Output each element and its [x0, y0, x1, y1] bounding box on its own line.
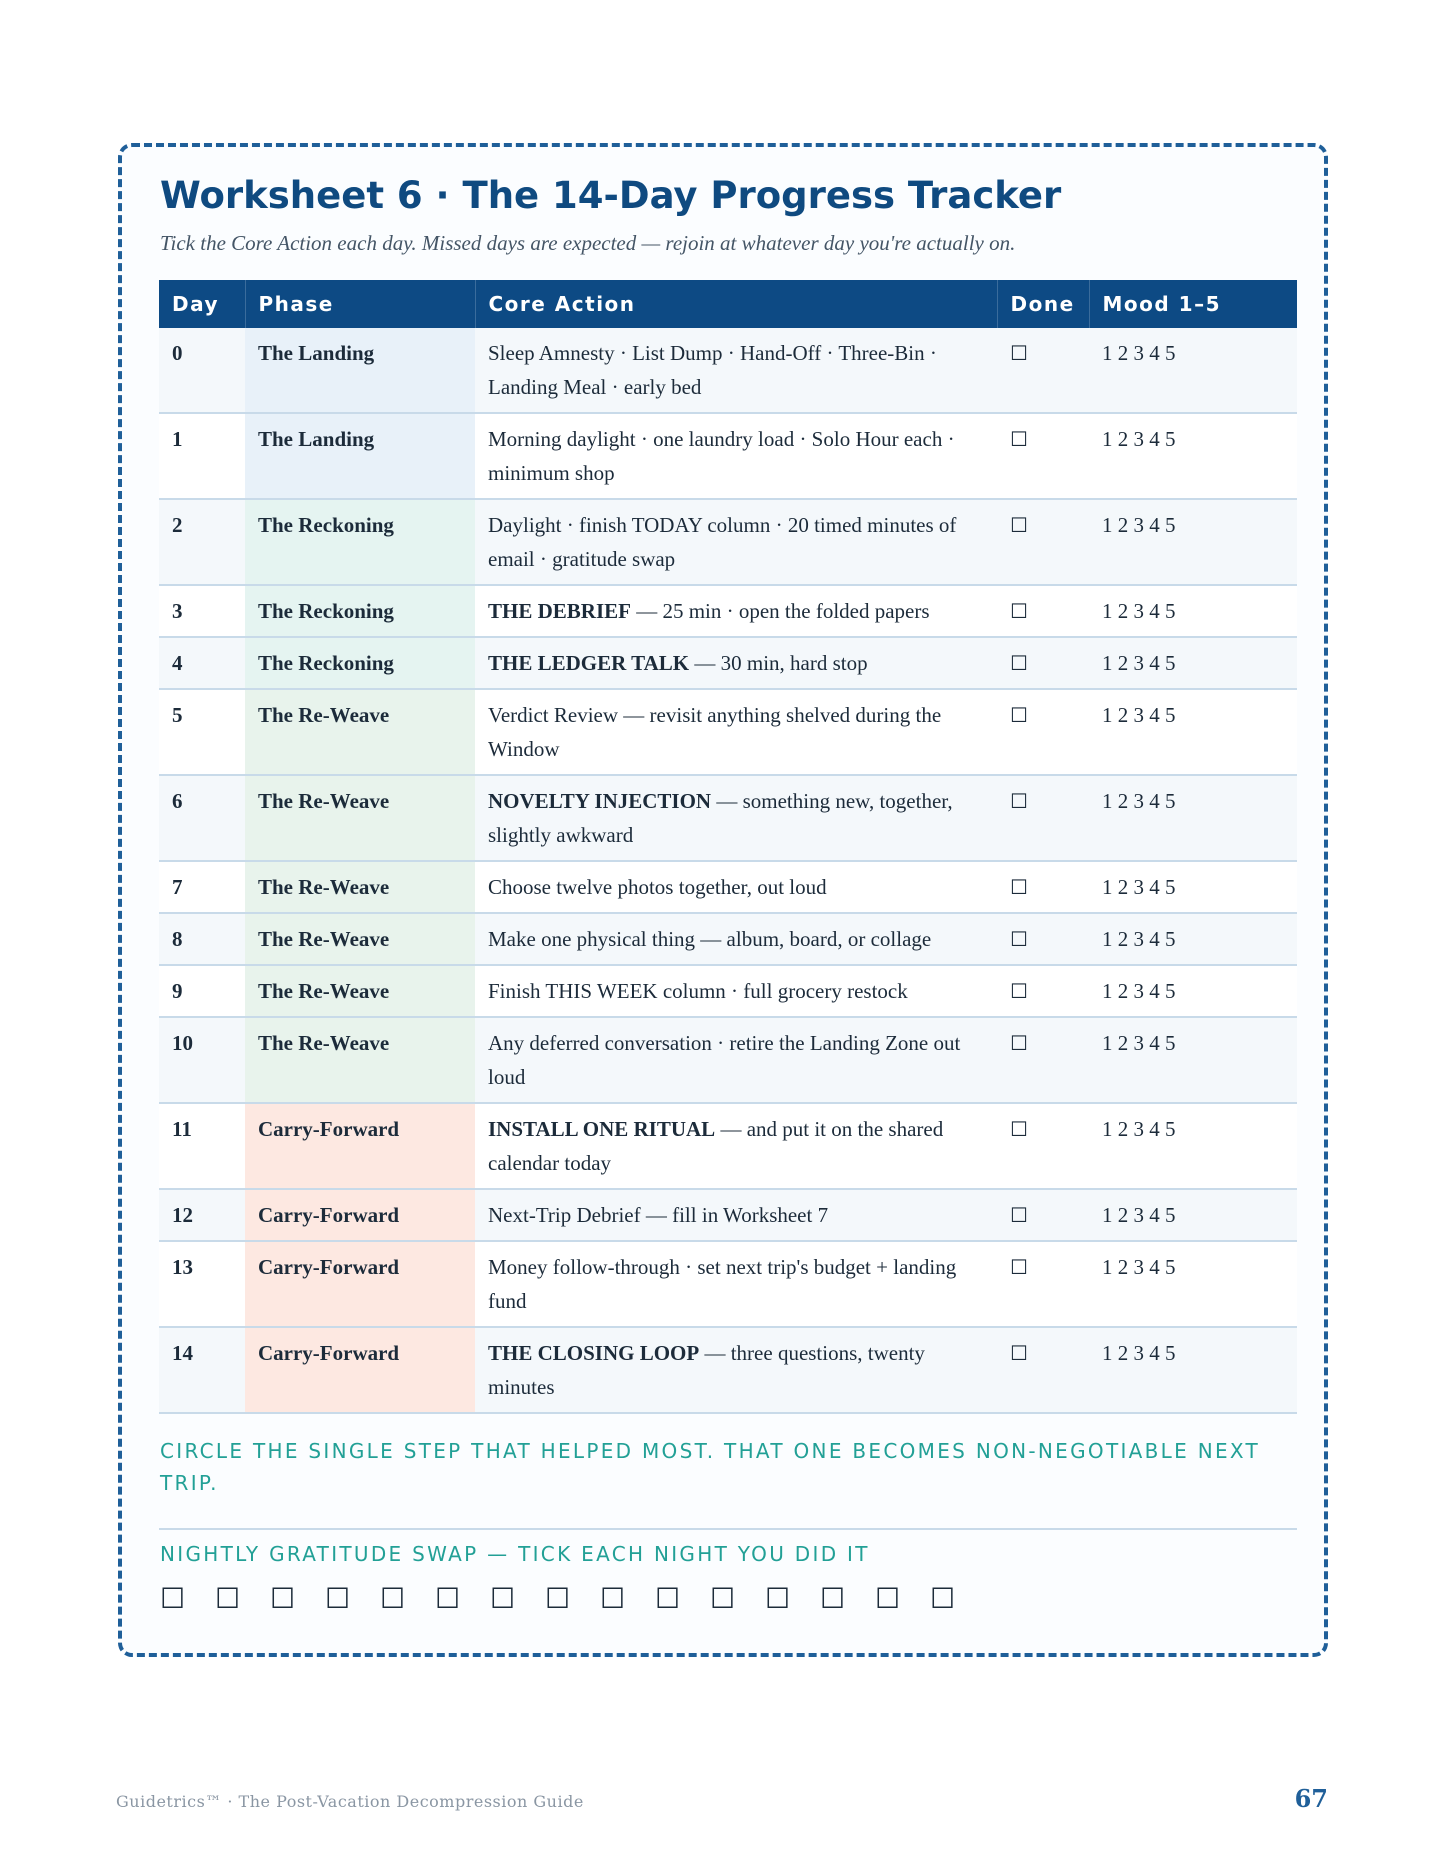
column-header-core-action: Core Action [475, 280, 997, 328]
page-number: 67 [1294, 1784, 1328, 1813]
core-action-text: Money follow-through · set next trip's budget + landing fund [488, 1255, 957, 1313]
table-body [159, 328, 1297, 1413]
phase-cell: Carry-Forward [245, 1241, 475, 1327]
table-row [159, 861, 1297, 913]
table-row [159, 328, 1297, 413]
done-checkbox[interactable]: ☐ [997, 1327, 1089, 1413]
phase-cell: The Landing [245, 328, 475, 413]
core-action-text: — and put it on the shared calendar today [488, 1117, 944, 1175]
done-checkbox[interactable]: ☐ [997, 775, 1089, 861]
column-header-done: Done [997, 280, 1089, 328]
core-action-text: Daylight · finish TODAY column · 20 timed minutes of email · gratitude swap [488, 513, 957, 571]
table-row [159, 585, 1297, 637]
mood-scale[interactable]: 1 2 3 4 5 [1089, 965, 1297, 1017]
gratitude-night-checkbox[interactable]: ☐ [325, 1582, 351, 1615]
gratitude-checkboxes [160, 1579, 985, 1619]
day-cell: 8 [159, 913, 245, 965]
day-cell: 12 [159, 1189, 245, 1241]
core-action-cell [475, 499, 997, 585]
mood-scale[interactable]: 1 2 3 4 5 [1089, 328, 1297, 413]
done-checkbox[interactable]: ☐ [997, 1189, 1089, 1241]
mood-scale[interactable]: 1 2 3 4 5 [1089, 689, 1297, 775]
phase-cell: Carry-Forward [245, 1103, 475, 1189]
day-cell: 9 [159, 965, 245, 1017]
day-cell: 14 [159, 1327, 245, 1413]
core-action-cell [475, 637, 997, 689]
mood-scale[interactable]: 1 2 3 4 5 [1089, 413, 1297, 499]
day-cell: 4 [159, 637, 245, 689]
core-action-emphasis: THE CLOSING LOOP [488, 1341, 700, 1365]
core-action-text: — 25 min · open the folded papers [630, 599, 930, 623]
mood-scale[interactable]: 1 2 3 4 5 [1089, 913, 1297, 965]
core-action-cell [475, 585, 997, 637]
day-cell: 0 [159, 328, 245, 413]
core-action-text: — 30 min, hard stop [689, 651, 868, 675]
gratitude-night-checkbox[interactable]: ☐ [600, 1582, 626, 1615]
table-row [159, 913, 1297, 965]
phase-cell: The Re-Weave [245, 1017, 475, 1103]
footer-text: Guidetrics™ · The Post-Vacation Decompression Guide [116, 1792, 584, 1811]
core-action-cell [475, 1189, 997, 1241]
core-action-emphasis: THE LEDGER TALK [488, 651, 690, 675]
table-row [159, 689, 1297, 775]
gratitude-night-checkbox[interactable]: ☐ [490, 1582, 516, 1615]
core-action-text: Any deferred conversation · retire the Landing Zone out loud [488, 1031, 961, 1089]
core-action-cell [475, 1327, 997, 1413]
day-cell: 2 [159, 499, 245, 585]
core-action-cell [475, 1241, 997, 1327]
done-checkbox[interactable]: ☐ [997, 585, 1089, 637]
core-action-text: Choose twelve photos together, out loud [488, 875, 827, 899]
gratitude-night-checkbox[interactable]: ☐ [655, 1582, 681, 1615]
phase-cell: The Reckoning [245, 499, 475, 585]
mood-scale[interactable]: 1 2 3 4 5 [1089, 861, 1297, 913]
day-cell: 11 [159, 1103, 245, 1189]
done-checkbox[interactable]: ☐ [997, 499, 1089, 585]
core-action-text: — three questions, twenty minutes [488, 1341, 925, 1399]
core-action-emphasis: INSTALL ONE RITUAL [488, 1117, 716, 1141]
mood-scale[interactable]: 1 2 3 4 5 [1089, 637, 1297, 689]
day-cell: 5 [159, 689, 245, 775]
table-row [159, 499, 1297, 585]
worksheet-title: Worksheet 6 · The 14-Day Progress Tracker [160, 174, 1062, 217]
gratitude-title: NIGHTLY GRATITUDE SWAP — TICK EACH NIGHT YOU DID IT [160, 1542, 870, 1566]
column-header-phase: Phase [245, 280, 475, 328]
mood-scale[interactable]: 1 2 3 4 5 [1089, 1327, 1297, 1413]
gratitude-night-checkbox[interactable]: ☐ [270, 1582, 296, 1615]
gratitude-night-checkbox[interactable]: ☐ [160, 1582, 186, 1615]
core-action-cell [475, 689, 997, 775]
table-row [159, 1103, 1297, 1189]
day-cell: 3 [159, 585, 245, 637]
table-row [159, 965, 1297, 1017]
core-action-cell [475, 1017, 997, 1103]
done-checkbox[interactable]: ☐ [997, 1017, 1089, 1103]
core-action-text: Make one physical thing — album, board, or collage [488, 927, 932, 951]
section-divider [159, 1528, 1297, 1530]
phase-cell: The Re-Weave [245, 861, 475, 913]
table-row [159, 1241, 1297, 1327]
phase-cell: Carry-Forward [245, 1189, 475, 1241]
table-row [159, 637, 1297, 689]
table-row [159, 1017, 1297, 1103]
done-checkbox[interactable]: ☐ [997, 1241, 1089, 1327]
day-cell: 1 [159, 413, 245, 499]
core-action-cell [475, 913, 997, 965]
mood-scale[interactable]: 1 2 3 4 5 [1089, 1189, 1297, 1241]
column-header-day: Day [159, 280, 245, 328]
done-checkbox[interactable]: ☐ [997, 1103, 1089, 1189]
core-action-text: — something new, together, slightly awkward [488, 789, 953, 847]
core-action-text: Next-Trip Debrief — fill in Worksheet 7 [488, 1203, 829, 1227]
table-row [159, 775, 1297, 861]
phase-cell: The Reckoning [245, 637, 475, 689]
mood-scale[interactable]: 1 2 3 4 5 [1089, 1241, 1297, 1327]
column-header-mood: Mood 1–5 [1089, 280, 1297, 328]
day-cell: 10 [159, 1017, 245, 1103]
core-action-text: Verdict Review — revisit anything shelved during the Window [488, 703, 942, 761]
mood-scale[interactable]: 1 2 3 4 5 [1089, 499, 1297, 585]
core-action-text: Sleep Amnesty · List Dump · Hand-Off · Three-Bin · Landing Meal · early bed [488, 341, 937, 399]
core-action-cell [475, 1103, 997, 1189]
core-action-emphasis: NOVELTY INJECTION [488, 789, 712, 813]
gratitude-night-checkbox[interactable]: ☐ [380, 1582, 406, 1615]
mood-scale[interactable]: 1 2 3 4 5 [1089, 775, 1297, 861]
mood-scale[interactable]: 1 2 3 4 5 [1089, 585, 1297, 637]
core-action-cell [475, 861, 997, 913]
core-action-cell [475, 965, 997, 1017]
mood-scale[interactable]: 1 2 3 4 5 [1089, 1103, 1297, 1189]
gratitude-night-checkbox[interactable]: ☐ [435, 1582, 461, 1615]
table-row [159, 1189, 1297, 1241]
phase-cell: The Re-Weave [245, 689, 475, 775]
gratitude-night-checkbox[interactable]: ☐ [710, 1582, 736, 1615]
worksheet-subtitle: Tick the Core Action each day. Missed days are expected — rejoin at whatever day you're actually on. [160, 231, 1016, 255]
gratitude-night-checkbox[interactable]: ☐ [930, 1582, 956, 1615]
day-cell: 6 [159, 775, 245, 861]
done-checkbox[interactable]: ☐ [997, 637, 1089, 689]
day-cell: 13 [159, 1241, 245, 1327]
core-action-cell [475, 413, 997, 499]
done-checkbox[interactable]: ☐ [997, 965, 1089, 1017]
table-row [159, 1327, 1297, 1413]
core-action-text: Morning daylight · one laundry load · Solo Hour each · minimum shop [488, 427, 955, 485]
core-action-cell [475, 775, 997, 861]
gratitude-night-checkbox[interactable]: ☐ [875, 1582, 901, 1615]
phase-cell: The Re-Weave [245, 775, 475, 861]
done-checkbox[interactable]: ☐ [997, 913, 1089, 965]
done-checkbox[interactable]: ☐ [997, 413, 1089, 499]
phase-cell: The Re-Weave [245, 965, 475, 1017]
worksheet-card [118, 143, 1328, 1657]
phase-cell: The Reckoning [245, 585, 475, 637]
core-action-text: Finish THIS WEEK column · full grocery restock [488, 979, 908, 1003]
table-header-row [159, 280, 1297, 328]
circle-step-note: CIRCLE THE SINGLE STEP THAT HELPED MOST. THAT ONE BECOMES NON-NEGOTIABLE NEXT TRIP. [160, 1439, 1261, 1495]
done-checkbox[interactable]: ☐ [997, 328, 1089, 413]
phase-cell: The Landing [245, 413, 475, 499]
table-row [159, 413, 1297, 499]
done-checkbox[interactable]: ☐ [997, 689, 1089, 775]
phase-cell: The Re-Weave [245, 913, 475, 965]
gratitude-night-checkbox[interactable]: ☐ [545, 1582, 571, 1615]
mood-scale[interactable]: 1 2 3 4 5 [1089, 1017, 1297, 1103]
phase-cell: Carry-Forward [245, 1327, 475, 1413]
core-action-cell [475, 328, 997, 413]
core-action-emphasis: THE DEBRIEF [488, 599, 631, 623]
done-checkbox[interactable]: ☐ [997, 861, 1089, 913]
gratitude-night-checkbox[interactable]: ☐ [820, 1582, 846, 1615]
gratitude-night-checkbox[interactable]: ☐ [765, 1582, 791, 1615]
gratitude-night-checkbox[interactable]: ☐ [215, 1582, 241, 1615]
day-cell: 7 [159, 861, 245, 913]
progress-table [159, 280, 1297, 1414]
